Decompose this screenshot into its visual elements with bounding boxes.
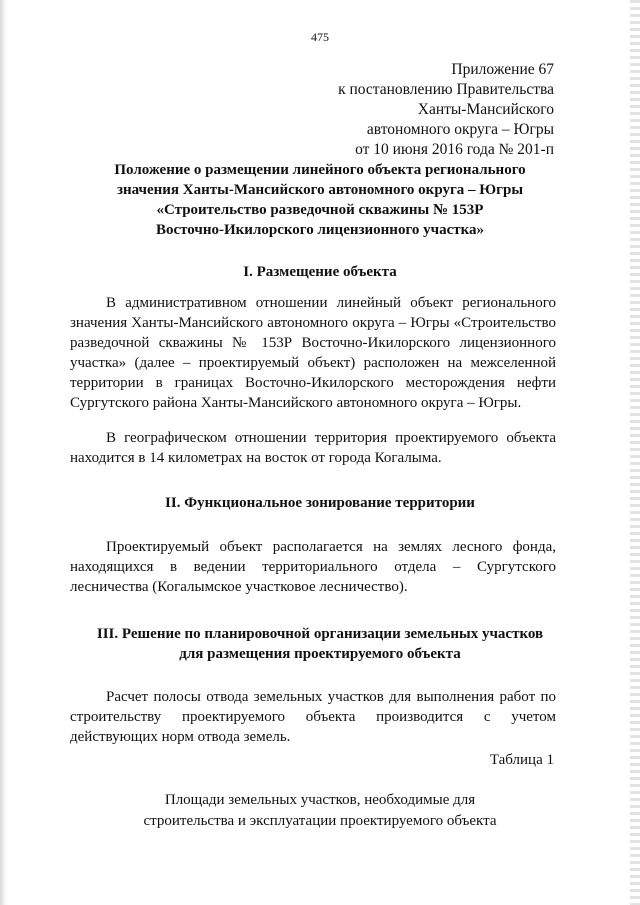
title-line: Восточно-Икилорского лицензионного участка» <box>155 222 485 238</box>
title-line: значения Ханты-Мансийского автономного округа – Югры <box>116 182 524 198</box>
document-title <box>70 160 570 240</box>
section-3-heading <box>70 624 570 664</box>
table-caption-line: строительства и эксплуатации проектируемого объекта <box>143 813 497 829</box>
appendix-line: от 10 июня 2016 года № 201-п <box>355 141 554 158</box>
section-1-paragraph-2: В географическом отношении территория проектируемого объекта находится в 14 километрах на восток от города Когалыма. <box>70 430 556 466</box>
section-3-heading-line: III. Решение по планировочной организации земельных участков <box>96 626 544 642</box>
section-2-paragraph-1: Проектируемый объект располагается на землях лесного фонда, находящихся в ведении территориального отдела – Сургутского лесничества (Когалымское участковое лесничество). <box>70 539 556 595</box>
section-3-paragraph-1: Расчет полосы отвода земельных участков для выполнения работ по строительству проектируемого объекта производится с учетом действующих норм отвода земель. <box>70 689 556 745</box>
table-label: Таблица 1 <box>489 752 554 768</box>
section-1-paragraph-1: В административном отношении линейный объект регионального значения Ханты-Мансийского автономного округа – Югры «Строительство разведочной скважины № 153Р Восточно-Икилорского лицензионного участка» (далее – проектируемый объект) расположен на межселенной территории в границах Восточно-Икилорского месторождения нефти Сургутского района Ханты-Мансийского автономного округа – Югры. <box>70 295 556 411</box>
appendix-line: Приложение 67 <box>451 61 554 78</box>
appendix-line: автономного округа – Югры <box>366 121 554 138</box>
title-line: «Строительство разведочной скважины № 153Р <box>156 202 484 218</box>
section-2-heading: II. Функциональное зонирование территории <box>165 495 475 511</box>
table-caption-line: Площади земельных участков, необходимые для <box>164 792 476 808</box>
section-3-heading-line: для размещения проектируемого объекта <box>179 646 461 662</box>
scan-edge-right <box>630 0 640 905</box>
title-line: Положение о размещении линейного объекта регионального <box>114 162 526 178</box>
page-number: 475 <box>311 30 329 44</box>
scan-edge-left <box>0 0 8 905</box>
appendix-line: Ханты-Мансийского <box>417 101 554 118</box>
appendix-header <box>338 60 554 160</box>
table-caption <box>70 790 570 832</box>
section-1-heading: I. Размещение объекта <box>243 264 397 280</box>
appendix-line: к постановлению Правительства <box>338 81 554 98</box>
